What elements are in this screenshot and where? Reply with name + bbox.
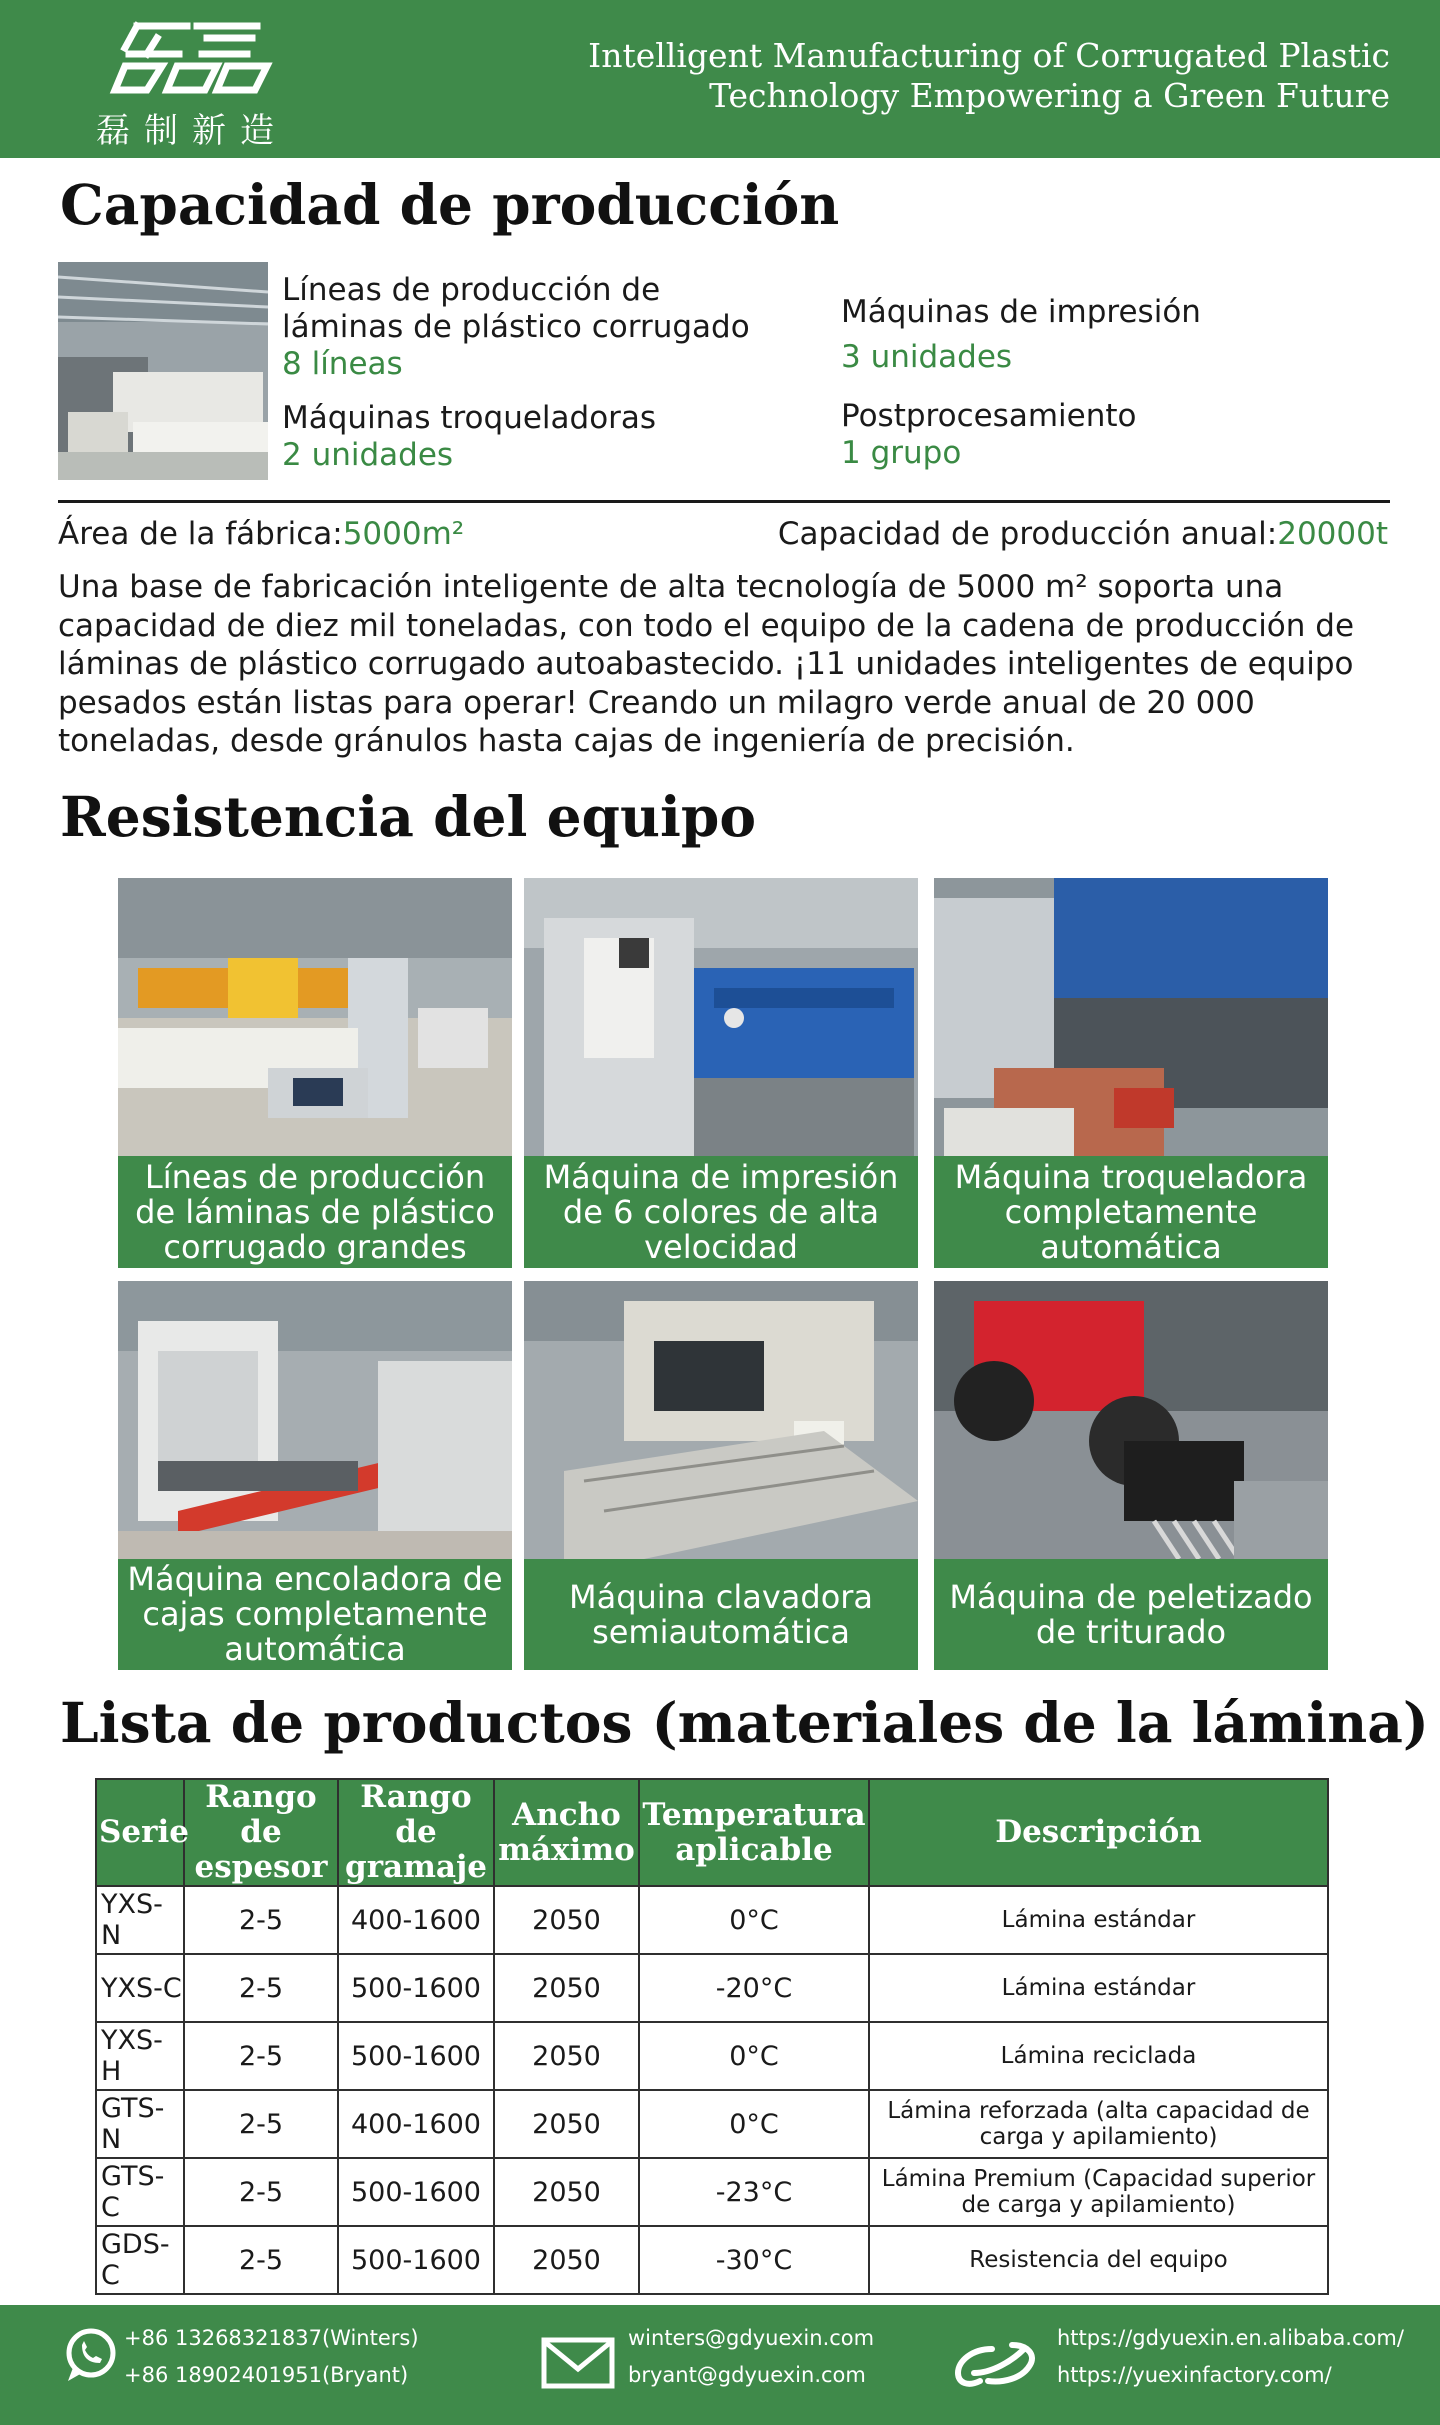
table-cell: 2050 (494, 2022, 639, 2090)
capacity-title: Capacidad de producción (60, 172, 840, 237)
table-header-row (96, 1779, 1328, 1886)
capacity-description: Una base de fabricación inteligente de alta tecnología de 5000 m² soporta una capacidad de diez mil toneladas, con todo el equipo de la cadena de producción de láminas de plástico corrugado autoabastecido. ¡11 unidades inteligentes de equipo pesados están listas para operar! Creando un milagro verde anual de 20 000 toneladas, desde gránulos hasta cajas de ingeniería de precisión. (58, 569, 1355, 759)
products-title: Lista de productos (materiales de la lámina) (60, 1690, 1429, 1755)
column-header: Serie (96, 1779, 184, 1886)
table-row (96, 1886, 1328, 1954)
table-cell: GTS-N (96, 2090, 184, 2158)
annual-capacity-stat (778, 514, 1388, 554)
phone-numbers[interactable] (124, 2320, 419, 2394)
table-cell: -30°C (639, 2226, 869, 2294)
logo-mark-icon (107, 18, 277, 98)
email-bryant[interactable]: bryant@gdyuexin.com (628, 2363, 866, 2387)
alibaba-link[interactable]: https://gdyuexin.en.alibaba.com/ (1057, 2326, 1404, 2350)
capacity-item-value: 1 grupo (841, 435, 962, 471)
table-cell: -23°C (639, 2158, 869, 2226)
factory-area-label: Área de la fábrica: (58, 516, 343, 552)
capacity-item-label: Líneas de producción de láminas de plástico corrugado (282, 272, 750, 345)
table-cell: 2050 (494, 2158, 639, 2226)
table-cell: Resistencia del equipo (869, 2226, 1328, 2294)
table-cell: YXS-N (96, 1886, 184, 1954)
annual-capacity-value: 20000t (1277, 516, 1388, 552)
capacity-item-value: 2 unidades (282, 437, 454, 473)
equipment-photo (524, 878, 918, 1156)
factory-photo (58, 262, 268, 480)
equipment-caption: Máquina de peletizado de triturado (934, 1559, 1328, 1670)
equipment-photo (118, 878, 512, 1156)
table-cell: 500-1600 (338, 2158, 494, 2226)
table-cell: 2-5 (184, 2090, 338, 2158)
table-cell: 2050 (494, 2226, 639, 2294)
equipment-card (524, 878, 918, 1268)
table-cell: YXS-C (96, 1954, 184, 2022)
capacity-item-lines (282, 272, 762, 383)
table-cell: 400-1600 (338, 2090, 494, 2158)
equipment-card (524, 1281, 918, 1670)
capacity-item-printing (841, 290, 1341, 380)
equipment-caption: Máquina clavadora semiautomática (524, 1559, 918, 1670)
contact-footer (0, 2305, 1440, 2425)
table-cell: 2-5 (184, 1954, 338, 2022)
equipment-card (118, 1281, 512, 1670)
column-header: Rango de gramaje (338, 1779, 494, 1886)
column-header: Ancho máximo (494, 1779, 639, 1886)
capacity-item-value: 3 unidades (841, 339, 1013, 375)
table-cell: -20°C (639, 1954, 869, 2022)
table-cell: 2050 (494, 1954, 639, 2022)
equipment-caption: Máquina troqueladora completamente automática (934, 1156, 1328, 1268)
websites[interactable] (1057, 2320, 1404, 2394)
column-header: Temperatura aplicable (639, 1779, 869, 1886)
mail-icon[interactable] (541, 2337, 615, 2389)
table-cell: 2-5 (184, 1886, 338, 1954)
equipment-card (118, 878, 512, 1268)
table-cell: 2-5 (184, 2226, 338, 2294)
divider (58, 500, 1390, 503)
equipment-caption: Máquina encoladora de cajas completamente automática (118, 1559, 512, 1670)
phone-winters[interactable]: +86 13268321837(Winters) (124, 2326, 419, 2350)
capacity-item-label: Máquinas troqueladoras (282, 400, 657, 436)
table-cell: 2050 (494, 1886, 639, 1954)
products-table (95, 1778, 1329, 2295)
table-cell: 0°C (639, 2022, 869, 2090)
email-winters[interactable]: winters@gdyuexin.com (628, 2326, 875, 2350)
equipment-card (934, 1281, 1328, 1670)
table-cell: 2-5 (184, 2022, 338, 2090)
header-slogan (588, 36, 1390, 116)
slogan-line-1: Intelligent Manufacturing of Corrugated Plastic (588, 36, 1390, 75)
table-cell: GTS-C (96, 2158, 184, 2226)
table-row (96, 2022, 1328, 2090)
company-logo (72, 18, 312, 151)
table-row (96, 2090, 1328, 2158)
equipment-photo (934, 1281, 1328, 1559)
annual-capacity-label: Capacidad de producción anual: (777, 516, 1278, 552)
column-header: Rango de espesor (184, 1779, 338, 1886)
equipment-title: Resistencia del equipo (60, 784, 757, 849)
equipment-card (934, 878, 1328, 1268)
factory-area-value: 5000m² (342, 516, 465, 552)
equipment-caption: Máquina de impresión de 6 colores de alta velocidad (524, 1156, 918, 1268)
table-row (96, 1954, 1328, 2022)
equipment-photo (118, 1281, 512, 1559)
table-cell: Lámina reciclada (869, 2022, 1328, 2090)
table-cell: Lámina estándar (869, 1954, 1328, 2022)
table-cell: 500-1600 (338, 2226, 494, 2294)
table-cell: 500-1600 (338, 1954, 494, 2022)
table-cell: Lámina reforzada (alta capacidad de carga y apilamiento) (869, 2090, 1328, 2158)
table-cell: Lámina estándar (869, 1886, 1328, 1954)
table-cell: 0°C (639, 2090, 869, 2158)
capacity-item-label: Postprocesamiento (841, 398, 1137, 434)
table-cell: 2-5 (184, 2158, 338, 2226)
whatsapp-icon[interactable] (60, 2325, 120, 2385)
table-cell: Lámina Premium (Capacidad superior de carga y apilamiento) (869, 2158, 1328, 2226)
table-row (96, 2158, 1328, 2226)
table-cell: GDS-C (96, 2226, 184, 2294)
table-cell: 0°C (639, 1886, 869, 1954)
alibaba-icon[interactable] (952, 2335, 1047, 2393)
factory-area-stat (58, 514, 464, 554)
capacity-item-value: 8 líneas (282, 346, 403, 382)
capacity-item-label: Máquinas de impresión (841, 294, 1201, 330)
table-cell: YXS-H (96, 2022, 184, 2090)
table-cell: 500-1600 (338, 2022, 494, 2090)
slogan-line-2: Technology Empowering a Green Future (709, 76, 1390, 115)
capacity-item-postprocessing (841, 398, 1341, 472)
emails[interactable] (628, 2320, 874, 2394)
table-row (96, 2226, 1328, 2294)
column-header: Descripción (869, 1779, 1328, 1886)
equipment-photo (524, 1281, 918, 1559)
table-cell: 2050 (494, 2090, 639, 2158)
equipment-caption: Líneas de producción de láminas de plástico corrugado grandes (118, 1156, 512, 1268)
logo-text: 磊制新造 (96, 111, 288, 151)
phone-bryant[interactable]: +86 18902401951(Bryant) (124, 2363, 409, 2387)
capacity-item-die-cutting (282, 400, 762, 474)
equipment-photo (934, 878, 1328, 1156)
website-link[interactable]: https://yuexinfactory.com/ (1057, 2363, 1332, 2387)
table-cell: 400-1600 (338, 1886, 494, 1954)
page-header (0, 0, 1440, 158)
